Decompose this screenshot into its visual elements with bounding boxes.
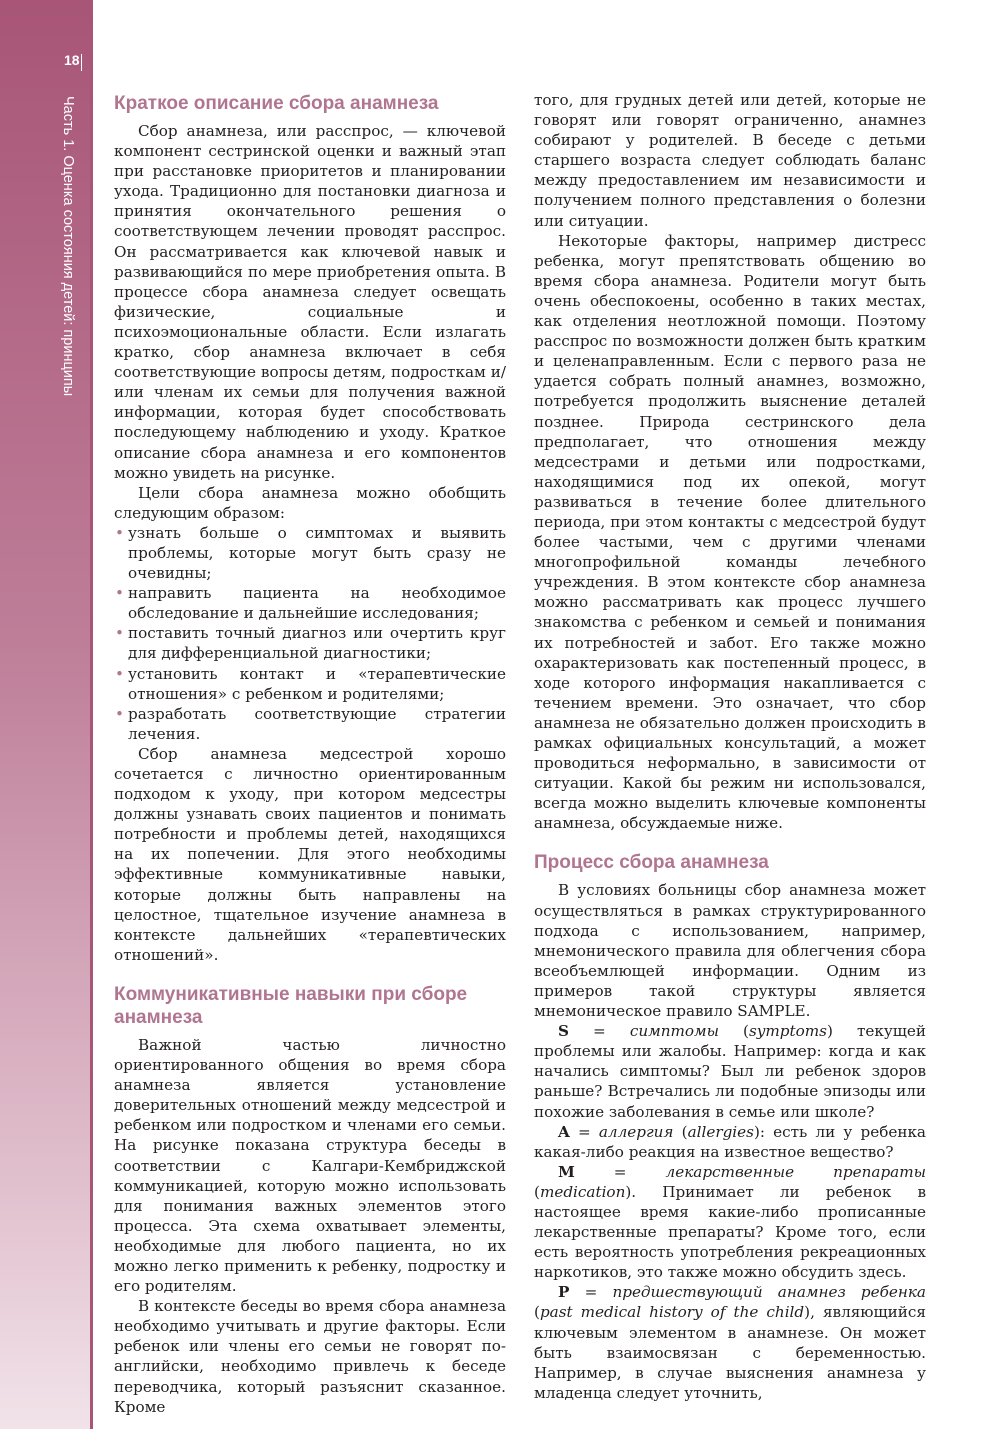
mnemonic-p: P = предшествующий анамнез ребенка (past medical history of the child), являющийся ключевым элементом в анамнезе. Он может быть взаимосвязан с беременностью. Например, в случае выяснения анамнеза у младенца следует уточнить,	[534, 1283, 926, 1402]
list-item-text: узнать больше о симптомах и выявить проблемы, которые могут быть сразу не очевидны;	[128, 523, 506, 583]
paragraph: В условиях больницы сбор анамнеза может осуществляться в рамках структурированного подхода с использованием, например, мнемонического правила для облегчения сбора всеобъемлющей информации. Одним из примеров такой структуры является мнемоническое правило SAMPLE.	[534, 881, 926, 1021]
paragraph: В контексте беседы во время сбора анамнеза необходимо учитывать и другие факторы. Если ребенок или члены его семьи не говорят по-английски, необходимо привлечь к беседе переводчика, который разъяснит сказанное. Кроме	[114, 1297, 506, 1416]
right-column	[534, 90, 926, 1403]
section-heading-communication: Коммуникативные навыки при сборе анамнеза	[114, 983, 468, 1028]
bullet-icon: •	[115, 624, 124, 643]
left-column	[114, 90, 506, 1417]
mnemonic-m: M = лекарственные препараты (medication). Принимает ли ребенок в настоящее время какие-либо прописанные лекарственные препараты? Кроме того, если есть вероятность употребления рекреационных наркотиков, это также можно обсудить здесь.	[534, 1162, 926, 1282]
paragraph: Некоторые факторы, например дистресс ребенка, могут препятствовать общению во время сбора анамнеза. Родители могут быть очень обеспокоены, особенно в таких местах, как отделения неотложной помощи. Поэтому расспрос по возможности должен быть кратким и целенаправленным. Если с первого раза не удается собрать полный анамнез, возможно, потребуется продолжить выяснение деталей позднее. Природа сестринского дела предполагает, что отношения между медсестрами и детьми или подростками, находящимися под их опекой, могут развиваться в течение более длительного периода, при этом контакты с медсестрой будут более частыми, чем с другими членами многопрофильной команды лечебного учреждения. В этом контексте сбор анамнеза можно рассматривать как процесс лучшего знакомства с ребенком и семьей и понимания их потребностей и забот. Его также можно охарактеризовать как постепенный процесс, в ходе которого информация накапливается с течением времени. Это означает, что сбор анамнеза не обязательно должен происходить в рамках официальных консультаций, а может проводиться неформально, в зависимости от ситуации. Какой бы режим ни использовался, всегда можно выделить ключевые компоненты анамнеза, обсуждаемые ниже.	[534, 231, 926, 833]
paragraph: Сбор анамнеза, или расспрос, — ключевой компонент сестринской оценки и важный этап при расстановке приоритетов и планировании ухода. Традиционно для постановки диагноза и принятия окончательного решения о соответствующем лечении проводят расспрос. Он рассматривается как ключевой навык и развивающийся по мере приобретения опыта. В процессе сбора анамнеза следует освещать физические, социальные и психоэмоциональные области. Если излагать кратко, сбор анамнеза включает в себя соответствующие вопросы детям, подросткам и/или членам их семьи для получения важной информации, которая будет способствовать последующему наблюдению и уходу. Краткое описание сбора анамнеза и его компонентов можно увидеть на рисунке.	[114, 122, 506, 482]
page-number: 18	[64, 52, 80, 68]
list-item-text: поставить точный диагноз или очертить круг для дифференциальной диагностики;	[128, 624, 506, 663]
list-item-text: установить контакт и «терапевтические отношения» с ребенком и родителями;	[128, 664, 506, 703]
paragraph: Цели сбора анамнеза можно обобщить следующим образом:	[114, 483, 506, 522]
list-item-text: направить пациента на необходимое обследование и дальнейшие исследования;	[128, 584, 506, 623]
sidebar-band	[0, 0, 90, 1429]
page-number-divider	[81, 54, 82, 71]
section-heading-process: Процесс сбора анамнеза	[534, 852, 769, 874]
mnemonic-a: A = аллергия (allergies): есть ли у ребенка какая-либо реакция на известное вещество?	[534, 1122, 926, 1161]
list-item	[114, 664, 506, 704]
running-head: Часть 1. Оценка состояния детей: принципы	[60, 96, 76, 397]
bullet-icon: •	[115, 584, 124, 603]
paragraph: Сбор анамнеза медсестрой хорошо сочетается с личностно ориентированным подходом к уходу, при котором медсестры должны узнавать своих пациентов и понимать потребности и проблемы детей, находящихся на их попечении. Для этого необходимы эффективные коммуникативные навыки, которые должны быть направлены на целостное, тщательное изучение анамнеза в контексте дальнейших «терапевтических отношений».	[114, 744, 506, 964]
list-item	[114, 623, 506, 663]
list-item-text: разработать соответствующие стратегии лечения.	[128, 704, 506, 743]
list-item	[114, 523, 506, 583]
list-item	[114, 583, 506, 623]
paragraph: Важной частью личностно ориентированного общения во время сбора анамнеза является установление доверительных отношений между медсестрой и ребенком или подростком и членами его семьи. На рисунке показана структура беседы в соответствии с Калгари-Кембриджской коммуникацией, которую можно использовать для понимания важных элементов этого процесса. Эта схема охватывает элементы, необходимые для любого пациента, но их можно легко применить к ребенку, подростку и его родителям.	[114, 1035, 506, 1296]
bullet-icon: •	[115, 704, 124, 723]
list-item	[114, 704, 506, 744]
goals-list	[114, 523, 506, 744]
mnemonic-s: S = симптомы (symptoms) текущей проблемы или жалобы. Например: когда и как начались симптомы? Был ли ребенок здоров раньше? Встречались ли подобные эпизоды или похожие заболевания в семье или школе?	[534, 1022, 926, 1121]
bullet-icon: •	[115, 664, 124, 683]
bullet-icon: •	[115, 523, 124, 542]
sidebar-rule	[90, 0, 93, 1429]
paragraph: того, для грудных детей или детей, которые не говорят или говорят ограниченно, анамнез собирают у родителей. В беседе с детьми старшего возраста следует соблюдать баланс между предоставлением им независимости и получением полного представления о болезни или ситуации.	[534, 91, 926, 230]
section-heading-summary: Краткое описание сбора анамнеза	[114, 93, 439, 114]
